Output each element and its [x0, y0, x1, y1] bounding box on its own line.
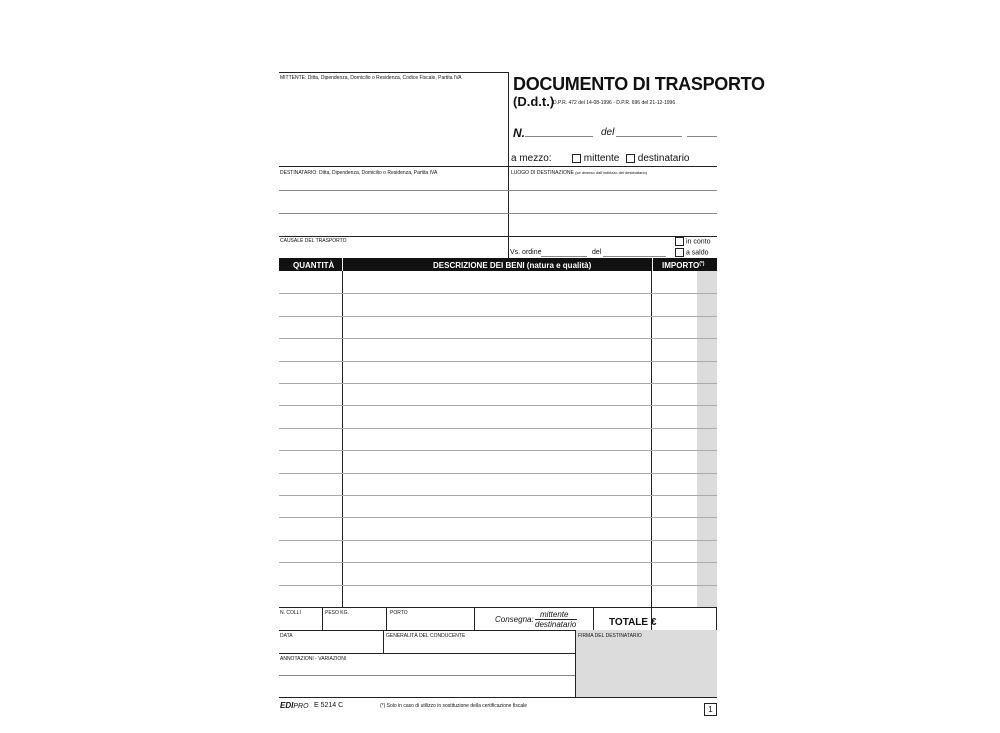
checkbox-in-conto[interactable]	[675, 237, 684, 246]
number-field[interactable]	[525, 136, 593, 137]
conducente-label: GENERALITÀ DEL CONDUCENTE	[386, 633, 466, 639]
table-row[interactable]	[279, 428, 717, 429]
table-row[interactable]	[279, 316, 717, 317]
fiscal-note: (*) Solo in caso di utilizzo in sostituzione della certificazione fiscale	[380, 703, 528, 709]
peso-label: PESO KG.	[325, 610, 349, 616]
col-quantity-header: QUANTITÀ	[293, 261, 335, 270]
date-field[interactable]	[616, 136, 682, 137]
causale-label: CAUSALE DEL TRASPORTO	[280, 238, 347, 244]
col-amount-header: IMPORTO(*)	[662, 261, 705, 270]
porto-label: PORTO	[390, 610, 408, 616]
table-row[interactable]	[279, 540, 717, 541]
mezzo-destinatario-option[interactable]: destinatario	[626, 153, 689, 164]
document-subtitle: (D.d.t.)	[513, 94, 555, 109]
table-row[interactable]	[279, 450, 717, 451]
consegna-mittente[interactable]: mittente	[540, 610, 569, 619]
table-row[interactable]	[279, 562, 717, 563]
mittente-label: MITTENTE: Ditta, Dipendenza, Domicilio o Residenza, Codice Fiscale, Partita IVA	[280, 75, 462, 81]
table-row[interactable]	[279, 405, 717, 406]
totale-label: TOTALE €	[609, 617, 657, 628]
table-row[interactable]	[279, 383, 717, 384]
date-label: del	[601, 127, 615, 138]
a-saldo-option[interactable]: a saldo	[675, 248, 709, 257]
table-row[interactable]	[279, 473, 717, 474]
brand-logo: EDIPRO	[280, 701, 309, 710]
col-description-header: DESCRIZIONE DEI BENI (natura e qualità)	[433, 261, 592, 270]
table-row[interactable]	[279, 293, 717, 294]
data-label: DATA	[280, 633, 293, 639]
ordine-del-label: del	[592, 249, 602, 256]
page-number: 1	[704, 703, 717, 716]
table-row[interactable]	[279, 495, 717, 496]
mezzo-label: a mezzo:	[511, 153, 552, 164]
document-title: DOCUMENTO DI TRASPORTO	[513, 74, 765, 94]
destinatario-label: DESTINATARIO: Ditta, Dipendenza, Domicilio o Residenza, Partita IVA	[280, 170, 438, 176]
checkbox-a-saldo[interactable]	[675, 248, 684, 257]
consegna-destinatario[interactable]: destinatario	[535, 620, 577, 629]
in-conto-option[interactable]: in conto	[675, 237, 710, 246]
table-row[interactable]	[279, 361, 717, 362]
decree-reference: D.P.R. 472 del 14-08-1996 - D.P.R. 696 del 21-12-1996	[553, 100, 676, 106]
checkbox-mittente[interactable]	[572, 154, 581, 163]
number-label: N.	[513, 126, 525, 140]
consegna-label: Consegna:	[495, 615, 534, 624]
annotazioni-label: ANNOTAZIONI - VARIAZIONI	[280, 656, 347, 662]
firma-label: FIRMA DEL DESTINATARIO	[578, 633, 642, 639]
checkbox-destinatario[interactable]	[626, 154, 635, 163]
table-row[interactable]	[279, 338, 717, 339]
product-code: E 5214 C	[314, 702, 344, 709]
colli-label: N. COLLI	[280, 610, 301, 616]
table-row[interactable]	[279, 517, 717, 518]
table-row[interactable]	[279, 585, 717, 586]
mezzo-mittente-option[interactable]: mittente	[572, 153, 619, 164]
ordine-label: Vs. ordine	[510, 249, 542, 256]
luogo-label: LUOGO DI DESTINAZIONE (se diverso dall'indirizzo del destinatario)	[511, 170, 648, 176]
